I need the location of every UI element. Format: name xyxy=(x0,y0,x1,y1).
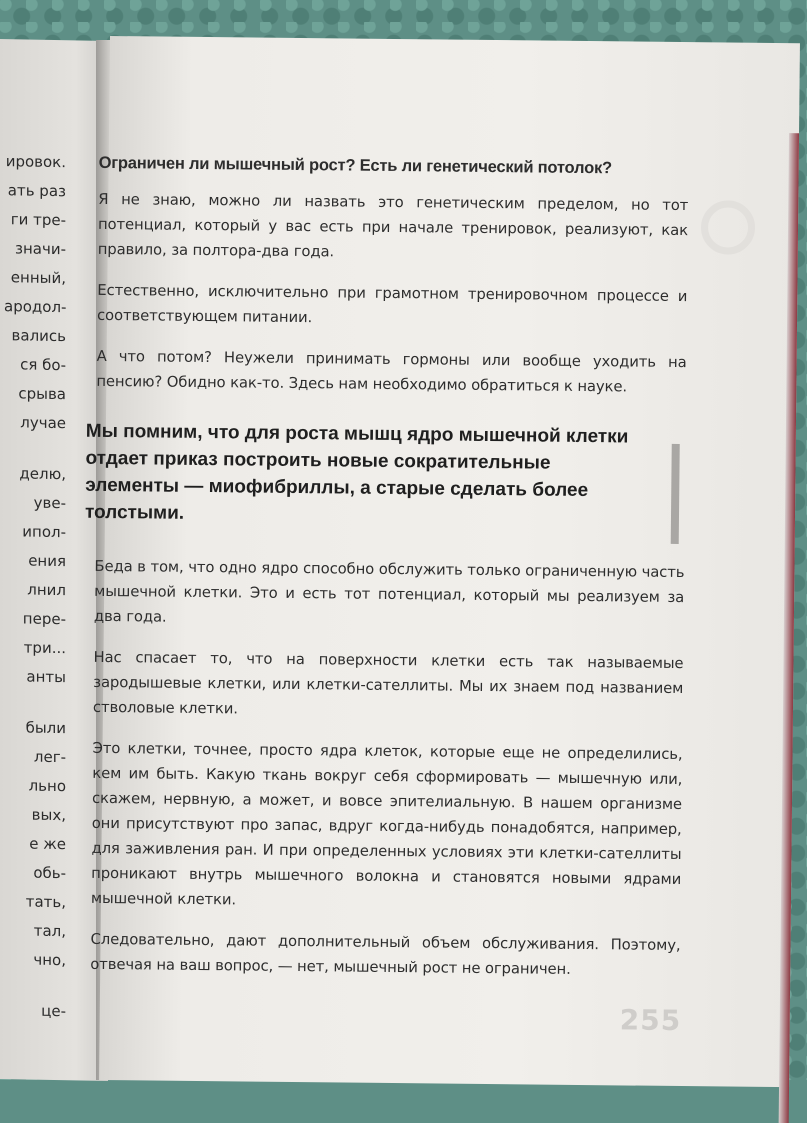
left-page-line: ипол- xyxy=(22,522,66,542)
left-page-gap xyxy=(4,974,104,998)
left-page-gap xyxy=(4,691,104,715)
left-page-line: ать раз xyxy=(7,181,66,201)
left-page-line: вались xyxy=(11,326,66,346)
left-page-line: три... xyxy=(23,638,66,658)
left-page-line: тал, xyxy=(33,921,66,941)
section-heading: Ограничен ли мышечный рост? Есть ли генетический потолок? xyxy=(98,153,613,178)
quote-bar xyxy=(671,444,680,544)
left-page-line: лнил xyxy=(27,580,66,600)
left-page-line: пере- xyxy=(22,609,66,629)
left-page-line: были xyxy=(25,718,66,738)
left-page-line: ги тре- xyxy=(10,210,66,230)
left-page-line: енный, xyxy=(10,268,66,288)
left-page-line: анты xyxy=(26,667,66,687)
paragraph: Естественно, исключительно при грамотном тренировочном процессе и соответствующем питании. xyxy=(96,281,688,327)
left-page-text xyxy=(4,147,104,1027)
page-content xyxy=(84,153,689,999)
left-page-line: значи- xyxy=(15,239,66,259)
paragraph: Нас спасает то, что на поверхности клетки есть так называемые зародышевые клетки, или клетки-сателлиты. Мы их знаем под названием стволовые клетки. xyxy=(92,648,684,718)
paragraph: А что потом? Неужели принимать гормоны или вообще уходить на пенсию? Обидно как-то. Здесь нам необходимо обратиться к науке. xyxy=(96,347,687,396)
left-page-line: чно, xyxy=(33,950,66,970)
left-page-line: обь- xyxy=(33,863,66,883)
left-page-line: е же xyxy=(29,834,66,854)
right-page xyxy=(84,36,800,1087)
left-page-line: лучае xyxy=(20,413,66,433)
left-page-line: вых, xyxy=(31,805,66,825)
left-page-line: ся бо- xyxy=(20,355,66,375)
chapter-mark-icon xyxy=(701,200,756,255)
left-page-line: тать, xyxy=(25,892,66,912)
page-number: 255 xyxy=(619,1003,682,1038)
left-page-line: срыва xyxy=(18,384,66,404)
left-page-line: уве- xyxy=(33,493,66,513)
left-page-line: ения xyxy=(28,551,66,571)
paragraph: Это клетки, точнее, просто ядра клеток, которые еще не определились, кем им быть. Какую ткань вокруг себя сформировать — мышечную или, скажем, нервную, а может, и вовсе эпителиальную. В нашем организме они присутствуют про запас, вдруг когда-нибудь понадобятся, например, для заживления ран. И при определенных условиях эти клетки-сателлиты проникают внутрь мышечного волокна и становятся новыми ядрами мышечной клетки. xyxy=(90,739,683,909)
pull-quote-text: Мы помним, что для роста мышц ядро мышечной клетки отдает приказ построить новые сократительные элементы — миофибриллы, а старые сделать более толстыми. xyxy=(84,420,629,524)
left-page-line: ировок. xyxy=(5,152,66,172)
left-page-line: ародол- xyxy=(4,297,67,317)
left-page-line: це- xyxy=(41,1001,66,1021)
pull-quote xyxy=(85,418,686,532)
paragraph: Беда в том, что одно ядро способно обслужить только ограниченную часть мышечной клетки. Это и есть тот потенциал, который мы реализуем за два года. xyxy=(93,557,685,626)
left-page-line: льно xyxy=(28,776,66,796)
paragraph: Следовательно, дают дополнительный объем обслуживания. Поэтому, отвечая на ваш вопрос, — нет, мышечный рост не ограничен. xyxy=(90,930,681,978)
left-page-line: делю, xyxy=(19,464,66,484)
left-page-line: лег- xyxy=(33,747,66,767)
paragraph: Я не знаю, можно ли назвать это генетическим пределом, но тот потенциал, который у вас есть при начале тренировок, реализуют, как правило, за полтора-два года. xyxy=(97,190,689,261)
